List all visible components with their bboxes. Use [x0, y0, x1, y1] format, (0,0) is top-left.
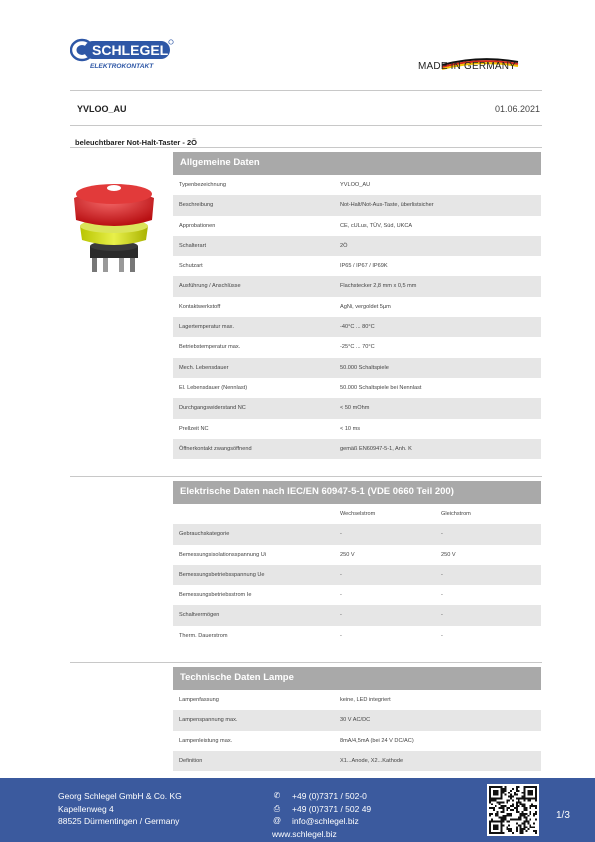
- table-row: Lampenspannung max. 30 V AC/DC: [173, 710, 541, 730]
- fax-line: [272, 803, 371, 816]
- svg-text:SCHLEGEL: SCHLEGEL: [92, 42, 169, 58]
- table-row: Lampenleistung max. 8mA/4,5mA (bei 24 V DC/AC): [179, 737, 414, 744]
- title-divider: [70, 125, 542, 126]
- section-divider: [70, 476, 542, 477]
- table-row: Lampenfassung keine, LED integriert: [179, 697, 391, 703]
- document-id: YVLOO_AU: [77, 104, 127, 114]
- web-line: [272, 828, 371, 841]
- table-row: Bemessungsisolationsspannung Ui 250 V 250 V: [179, 551, 456, 558]
- table-row: Schaltvermögen - -: [173, 605, 541, 625]
- email-link[interactable]: info@schlegel.biz: [292, 816, 359, 826]
- electrical-data-table: [173, 504, 541, 646]
- table-row: Bemessungsbetriebsspannung Ue - -: [173, 565, 541, 585]
- section-header-electrical: Elektrische Daten nach IEC/EN 60947-5-1 (VDE 0660 Teil 200): [173, 481, 541, 504]
- lamp-data-table: [173, 690, 541, 771]
- phone-number[interactable]: +49 (0)7371 / 502-0: [292, 791, 367, 801]
- table-row: Beschreibung Not-Halt/Not-Aus-Taste, überlistsicher: [173, 195, 541, 215]
- table-row: Bemessungsbetriebsstrom Ie - -: [179, 592, 443, 599]
- phone-line: [272, 790, 371, 803]
- website-link[interactable]: www.schlegel.biz: [272, 828, 337, 839]
- qr-code: [487, 784, 539, 836]
- table-row: Mech. Lebensdauer 50.000 Schaltspiele: [173, 358, 541, 378]
- email-line: [272, 815, 371, 828]
- made-in-label: MADE IN GERMANY: [418, 61, 517, 72]
- table-row: El. Lebensdauer (Nennlast) 50.000 Schaltspiele bei Nennlast: [179, 384, 422, 391]
- table-row: Kontaktwerkstoff AgNi, vergoldet 5µm: [179, 303, 391, 310]
- city: 88525 Dürmentingen / Germany: [58, 816, 180, 826]
- section-header-general: Allgemeine Daten: [173, 152, 541, 175]
- table-row: Approbationen CE, cULus, TÜV, Süd, UKCA: [179, 222, 413, 229]
- general-data-table: [173, 175, 541, 459]
- table-row: Öffnerkontakt zwangsöffnend gemäß EN60947-5-1, Anh. K: [173, 439, 541, 459]
- table-header-row: Wechselstrom Gleichstrom: [340, 511, 471, 517]
- table-row: Typenbezeichnung YVLOO_AU: [179, 182, 371, 188]
- product-title: beleuchtbarer Not-Halt-Taster - 2Ö: [75, 138, 197, 147]
- email-icon: @: [272, 816, 282, 825]
- table-row: Prellzeit NC < 10 ms: [179, 425, 361, 432]
- fax-number: +49 (0)7371 / 502 49: [292, 803, 372, 814]
- svg-text:ELEKTROKONTAKT: ELEKTROKONTAKT: [90, 63, 154, 70]
- fax-icon: ⎙: [273, 803, 281, 813]
- contact-info: [272, 790, 371, 840]
- table-row: Lagertemperatur max. -40°C ... 80°C: [173, 317, 541, 337]
- table-row: Gebrauchskategorie - -: [173, 524, 541, 544]
- table-row: Betriebstemperatur max. -25°C ... 70°C: [179, 344, 375, 351]
- street: Kapellenweg 4: [58, 803, 114, 814]
- section-divider: [70, 147, 542, 148]
- table-row: Ausführung / Anschlüsse Flachstecker 2,8 mm x 0,5 mm: [173, 276, 541, 296]
- phone-icon: ✆: [273, 791, 281, 800]
- table-row: Schalterart 2Ö: [173, 236, 541, 256]
- product-image: [66, 176, 162, 280]
- table-row: Therm. Dauerstrom - -: [179, 632, 443, 639]
- footer: [0, 778, 595, 842]
- section-divider: [70, 662, 542, 663]
- page-number: 1/3: [556, 810, 570, 821]
- header-divider: [70, 90, 542, 91]
- company-address: [58, 790, 182, 828]
- table-row: Schutzart IP65 / IP67 / IP69K: [179, 263, 388, 270]
- document-date: 01.06.2021: [494, 104, 540, 114]
- company-name: Georg Schlegel GmbH & Co. KG: [58, 791, 182, 801]
- table-row: Durchgangswiderstand NC < 50 mOhm: [173, 398, 541, 418]
- schlegel-logo: [70, 38, 174, 70]
- table-row: Definition X1...Anode, X2...Kathode: [173, 751, 541, 771]
- section-header-lamp: Technische Daten Lampe: [173, 667, 541, 690]
